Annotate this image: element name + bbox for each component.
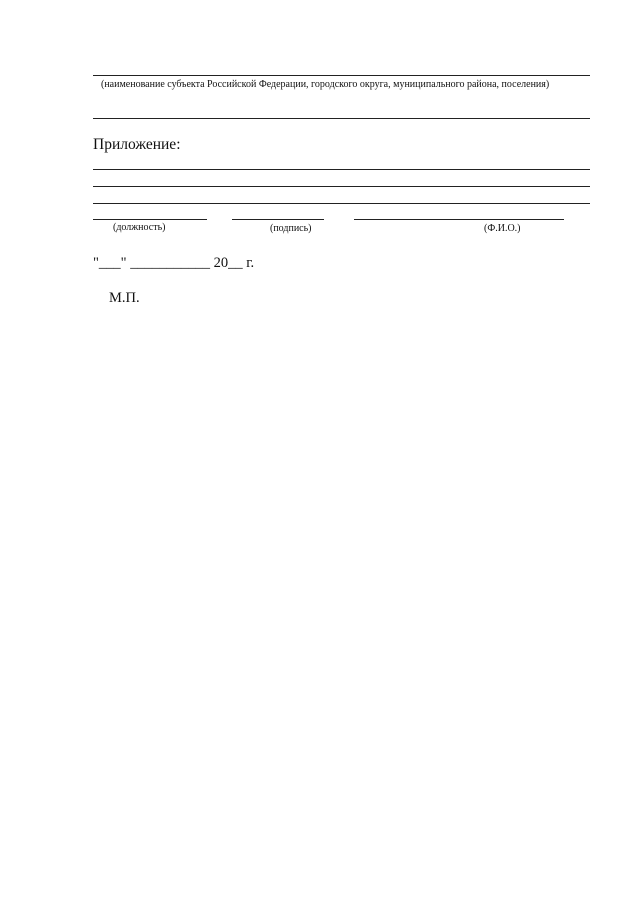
attachment-line-2 [93, 186, 590, 187]
subject-name-caption: (наименование субъекта Российской Федерации, городского округа, муниципального района, поселения) [101, 79, 550, 90]
name-caption: (Ф.И.О.) [484, 223, 521, 234]
attachment-line-3 [93, 203, 590, 204]
signature-caption: (подпись) [270, 223, 312, 234]
subject-name-line [93, 75, 590, 76]
blank-line-1 [93, 118, 590, 119]
position-line [93, 219, 207, 220]
attachment-line-1 [93, 169, 590, 170]
signature-line [232, 219, 324, 220]
stamp-label: М.П. [109, 290, 140, 306]
name-line [354, 219, 564, 220]
position-caption: (должность) [113, 222, 166, 233]
attachment-label: Приложение: [93, 136, 181, 153]
date-line: "___" ___________ 20__ г. [93, 255, 255, 271]
